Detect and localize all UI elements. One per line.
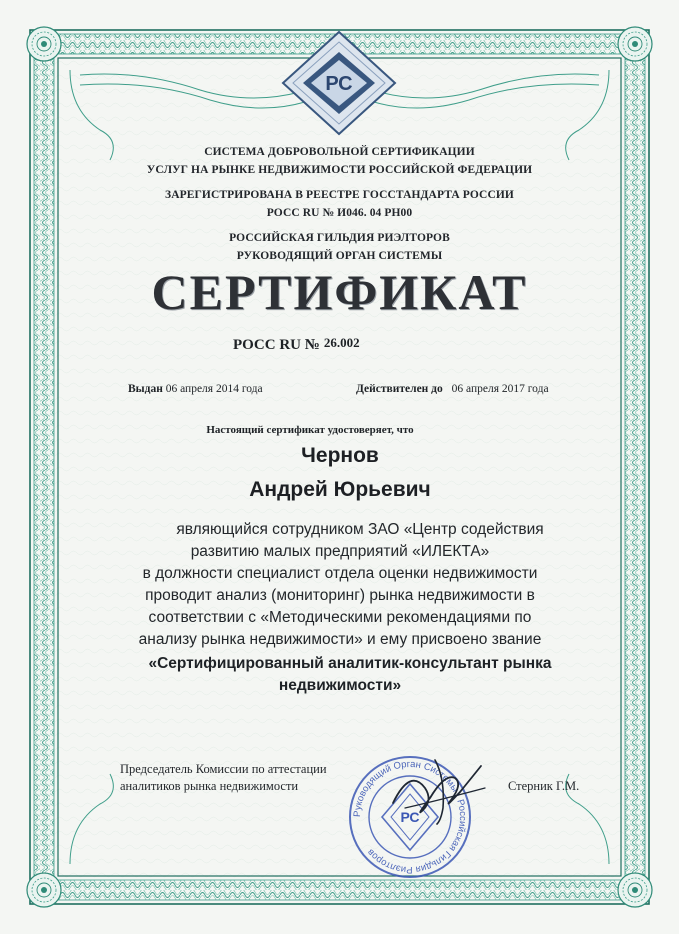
holder-surname: Чернов bbox=[301, 444, 379, 467]
certificate-title: СЕРТИФИКАТ bbox=[151, 264, 528, 320]
body-line: анализу рынка недвижимости» и ему присвоено звание bbox=[138, 631, 542, 648]
registration-prefix: РОСС RU № bbox=[233, 337, 320, 353]
header-line-3: ЗАРЕГИСТРИРОВАНА В РЕЕСТРЕ ГОССТАНДАРТА РОССИИ bbox=[165, 189, 514, 201]
organization-logo bbox=[279, 28, 399, 138]
handwritten-signature bbox=[385, 748, 495, 828]
header-line-5: РОССИЙСКАЯ ГИЛЬДИЯ РИЭЛТОРОВ bbox=[229, 232, 450, 244]
registration-value: 26.002 bbox=[323, 335, 360, 350]
stamp-center-text: РС bbox=[400, 809, 420, 825]
signatory-role-line-1: Председатель Комиссии по аттестации bbox=[120, 762, 327, 776]
stamp-ring-text: Руководящий Орган Системы · Российская Гильдия Риэлторов bbox=[351, 758, 469, 876]
issued-date bbox=[128, 383, 263, 395]
body-line: в должности специалист отдела оценки недвижимости bbox=[142, 565, 538, 582]
issued-value: 06 апреля 2014 года bbox=[165, 383, 263, 395]
registration-number bbox=[233, 337, 360, 354]
signatory-name: Стерник Г.М. bbox=[508, 779, 580, 793]
body-line: соответствии с «Методическими рекомендациями по bbox=[148, 609, 532, 626]
header-line-4: РОСС RU № И046. 04 РН00 bbox=[266, 207, 413, 219]
logo-text: РС bbox=[325, 73, 353, 95]
holder-given-name: Андрей Юрьевич bbox=[249, 478, 431, 501]
intro-text: Настоящий сертификат удостоверяет, что bbox=[206, 424, 414, 436]
valid-value: 06 апреля 2017 года bbox=[451, 383, 549, 395]
body-line: являющийся сотрудником ЗАО «Центр содействия bbox=[176, 521, 544, 538]
valid-label: Действителен до bbox=[356, 383, 443, 395]
header-line-2: УСЛУГ НА РЫНКЕ НЕДВИЖИМОСТИ РОССИЙСКОЙ ФЕДЕРАЦИИ bbox=[146, 164, 533, 176]
signatory-role-line-2: аналитиков рынка недвижимости bbox=[120, 779, 299, 793]
rank-title-line: недвижимости» bbox=[278, 677, 402, 694]
header-line-6: РУКОВОДЯЩИЙ ОРГАН СИСТЕМЫ bbox=[236, 250, 443, 262]
valid-until-date bbox=[356, 383, 549, 395]
rank-title-line: «Сертифицированный аналитик-консультант рынка bbox=[148, 655, 552, 672]
body-line: развитию малых предприятий «ИЛЕКТА» bbox=[190, 543, 490, 560]
issued-label: Выдан bbox=[128, 383, 163, 395]
header-line-1: СИСТЕМА ДОБРОВОЛЬНОЙ СЕРТИФИКАЦИИ bbox=[204, 146, 475, 158]
body-line: проводит анализ (мониторинг) рынка недвижимости в bbox=[145, 587, 535, 604]
